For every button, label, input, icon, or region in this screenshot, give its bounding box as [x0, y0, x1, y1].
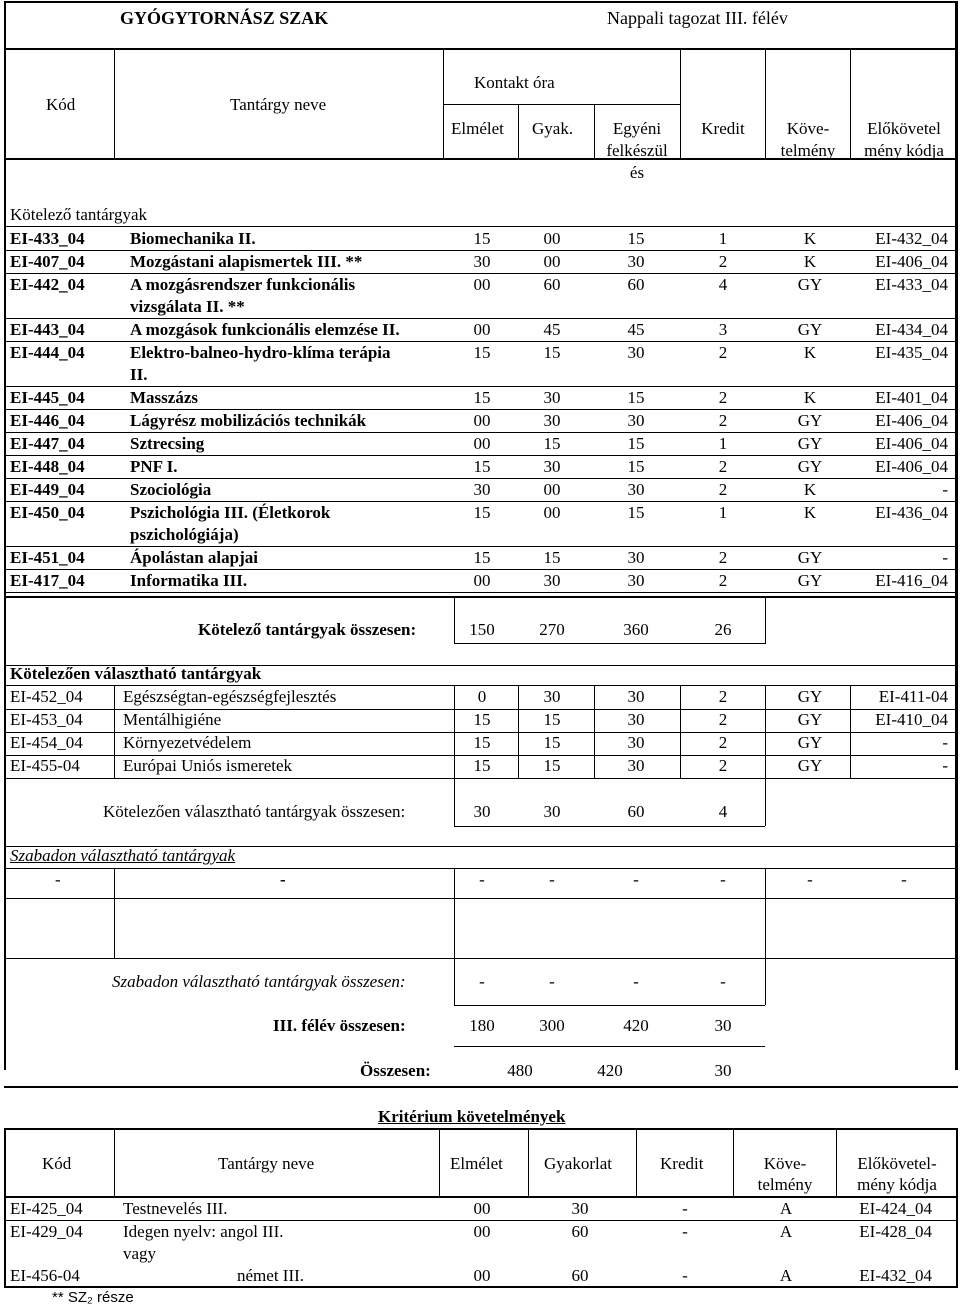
row-gyak: 15: [543, 756, 561, 775]
free-e: -: [479, 870, 485, 889]
row-code: EI-456-04: [10, 1266, 80, 1285]
row-kredit: 2: [718, 252, 728, 271]
free-total-label: Szabadon választható tantárgyak összesen:: [112, 972, 406, 991]
row-kov: K: [803, 388, 817, 407]
row-kredit: -: [682, 1222, 688, 1241]
free-kov: -: [807, 870, 813, 889]
row-kredit: 2: [718, 457, 728, 476]
semester-total-label: III. félév összesen:: [273, 1016, 406, 1035]
col-kredit: Kredit: [701, 119, 745, 138]
col-tantargy: Tantárgy neve: [230, 95, 327, 114]
row-egyeni: 30: [627, 687, 645, 706]
elective-total-label: Kötelezően választható tantárgyak összesen:: [103, 802, 406, 821]
row-kredit: 1: [718, 503, 728, 522]
free-code: -: [55, 870, 61, 889]
row-name: Pszichológia III. (Életkorok: [130, 503, 331, 522]
grand-total-b: 420: [597, 1061, 623, 1080]
row-elo: EI-433_04: [875, 275, 948, 294]
row-kredit: 2: [718, 687, 728, 706]
row-elmelet: 15: [473, 733, 491, 752]
row-elmelet: 00: [473, 1199, 491, 1218]
row-code: EI-442_04: [10, 275, 85, 294]
col-divider: [454, 685, 455, 778]
row-code: EI-443_04: [10, 320, 85, 339]
row-kov: GY: [797, 457, 823, 476]
row-name: Mentálhigiéne: [123, 710, 222, 729]
row-kredit: 2: [718, 388, 728, 407]
free-total-kr: -: [720, 972, 726, 991]
row-kov: GY: [797, 571, 823, 590]
row-kov: A: [779, 1199, 793, 1218]
row-name: Lágyrész mobilizációs technikák: [130, 411, 367, 430]
row-kov: GY: [797, 687, 823, 706]
grand-total-a: 480: [507, 1061, 533, 1080]
row-name: Elektro-balneo-hydro-klíma terápia: [130, 343, 391, 362]
row-elo: -: [942, 756, 948, 775]
row-name: Európai Uniós ismeretek: [123, 756, 293, 775]
row-kredit: 2: [718, 733, 728, 752]
row-kov: GY: [797, 548, 823, 567]
row-kredit: 2: [718, 411, 728, 430]
row-kredit: 2: [718, 480, 728, 499]
row-egyeni: 30: [627, 733, 645, 752]
row-code: EI-450_04: [10, 503, 85, 522]
row-kredit: 3: [718, 320, 728, 339]
row-kredit: 2: [718, 343, 728, 362]
elective-title: Kötelezően választható tantárgyak: [10, 664, 262, 683]
semester-total-gy: 300: [539, 1016, 565, 1035]
free-total-e: -: [479, 972, 485, 991]
page-title: GYÓGYTORNÁSZ SZAK: [120, 8, 329, 28]
row-elo: -: [942, 733, 948, 752]
row-code: EI-447_04: [10, 434, 85, 453]
row-gyak: 00: [543, 252, 561, 271]
mandatory-total-egy: 360: [623, 620, 649, 639]
row-code: EI-451_04: [10, 548, 85, 567]
mandatory-total-kr: 26: [714, 620, 732, 639]
row-divider: [4, 546, 958, 547]
row-divider: [4, 409, 958, 410]
row-elmelet: 15: [473, 229, 491, 248]
row-elo: EI-406_04: [875, 434, 948, 453]
col-kontakt: Kontakt óra: [474, 73, 555, 92]
free-name: -: [280, 870, 286, 889]
row-elo: EI-401_04: [875, 388, 948, 407]
free-elo: -: [901, 870, 907, 889]
row-egyeni: 30: [627, 756, 645, 775]
row-name: Testnevelés III.: [123, 1199, 228, 1218]
row-name: A mozgásrendszer funkcionális: [130, 275, 356, 294]
row-gyak: 30: [543, 411, 561, 430]
row-kov: K: [803, 480, 817, 499]
row-elmelet: 00: [473, 571, 491, 590]
row-divider: [4, 273, 958, 274]
free-egy: -: [633, 870, 639, 889]
row-name: Informatika III.: [130, 571, 248, 590]
col-elmelet: Elmélet: [451, 119, 504, 138]
row-gyak: 00: [543, 503, 561, 522]
row-elmelet: 15: [473, 503, 491, 522]
row-egyeni: 30: [627, 548, 645, 567]
row-gyak: 00: [543, 229, 561, 248]
row-divider: [4, 455, 958, 456]
row-egyeni: 45: [627, 320, 645, 339]
row-egyeni: 30: [627, 343, 645, 362]
row-kov: GY: [797, 275, 823, 294]
row-elmelet: 15: [473, 710, 491, 729]
row-code: EI-425_04: [10, 1199, 83, 1218]
row-kov: GY: [797, 756, 823, 775]
row-elo: -: [942, 480, 948, 499]
mandatory-total-label: Kötelező tantárgyak összesen:: [198, 620, 417, 639]
row-code: EI-452_04: [10, 687, 83, 706]
col-divider: [518, 685, 519, 778]
row-elmelet: 00: [473, 275, 491, 294]
row-divider: [4, 569, 958, 570]
row-divider: [4, 318, 958, 319]
row-gyak: 15: [543, 434, 561, 453]
col-divider: [680, 685, 681, 778]
row-egyeni: 15: [627, 503, 645, 522]
row-name: Mozgástani alapismertek III. **: [130, 252, 363, 271]
row-gyakorlat: 60: [571, 1222, 589, 1241]
col-elo-1: Előkövetel: [867, 119, 941, 138]
col-elo-2: mény kódja: [864, 141, 944, 160]
row-elo: EI-432_04: [859, 1266, 932, 1285]
row-divider: [4, 386, 958, 387]
row-gyak: 15: [543, 710, 561, 729]
row-gyak: 15: [543, 548, 561, 567]
row-name: PNF I.: [130, 457, 178, 476]
row-code: EI-446_04: [10, 411, 85, 430]
row-elo: EI-416_04: [875, 571, 948, 590]
row-elo: EI-406_04: [875, 411, 948, 430]
row-code: EI-448_04: [10, 457, 85, 476]
row-gyak: 00: [543, 480, 561, 499]
row-name-cont: pszichológiája): [130, 525, 239, 544]
row-code: EI-429_04: [10, 1222, 83, 1241]
col-divider: [114, 685, 115, 778]
row-kov: GY: [797, 434, 823, 453]
row-kov: GY: [797, 411, 823, 430]
crit-col-elmelet: Elmélet: [450, 1154, 503, 1173]
row-elmelet: 15: [473, 457, 491, 476]
elective-total-e: 30: [473, 802, 491, 821]
row-kov: K: [803, 343, 817, 362]
row-name: Szociológia: [130, 480, 212, 499]
row-egyeni: 30: [627, 480, 645, 499]
row-elo: EI-434_04: [875, 320, 948, 339]
row-egyeni: 30: [627, 411, 645, 430]
row-name: Idegen nyelv: angol III.: [123, 1222, 284, 1241]
row-elmelet: 0: [477, 687, 487, 706]
row-elo: EI-435_04: [875, 343, 948, 362]
row-divider: [4, 1220, 958, 1221]
row-elo: EI-406_04: [875, 252, 948, 271]
row-elmelet: 30: [473, 480, 491, 499]
row-kov: A: [779, 1266, 793, 1285]
row-elo: EI-406_04: [875, 457, 948, 476]
semester-total-e: 180: [469, 1016, 495, 1035]
row-kov: GY: [797, 710, 823, 729]
row-gyak: 30: [543, 571, 561, 590]
row-egyeni: 15: [627, 388, 645, 407]
elective-total-kr: 4: [718, 802, 728, 821]
row-gyak: 30: [543, 457, 561, 476]
row-elo: EI-411-04: [878, 687, 948, 706]
col-egyeni-1: Egyéni: [612, 119, 662, 138]
row-egyeni: 30: [627, 571, 645, 590]
row-elmelet: 15: [473, 388, 491, 407]
row-kov: GY: [797, 320, 823, 339]
row-elo: EI-432_04: [875, 229, 948, 248]
row-kredit: 2: [718, 710, 728, 729]
crit-col-gyakorlat: Gyakorlat: [544, 1154, 612, 1173]
row-code: EI-454_04: [10, 733, 83, 752]
row-elmelet: 00: [473, 320, 491, 339]
free-total-gy: -: [549, 972, 555, 991]
row-elmelet: 15: [473, 548, 491, 567]
row-egyeni: 30: [627, 710, 645, 729]
mandatory-total-e: 150: [469, 620, 495, 639]
row-name: német III.: [237, 1266, 305, 1285]
col-egyeni-2: felkészül: [606, 141, 668, 160]
row-name: A mozgások funkcionális elemzése II.: [130, 320, 400, 339]
row-divider: [4, 341, 958, 342]
semester-total-egy: 420: [623, 1016, 649, 1035]
row-kredit: 1: [718, 229, 728, 248]
crit-col-elo-2: mény kódja: [857, 1175, 937, 1194]
grand-total-c: 30: [714, 1061, 732, 1080]
row-egyeni: 15: [627, 457, 645, 476]
grand-total-label: Összesen:: [360, 1061, 431, 1080]
row-elo: EI-436_04: [875, 503, 948, 522]
row-name-cont: II.: [130, 365, 148, 384]
mandatory-title: Kötelező tantárgyak: [10, 205, 148, 224]
row-code: EI-444_04: [10, 343, 85, 362]
col-divider: [765, 685, 766, 778]
mandatory-total-gy: 270: [539, 620, 565, 639]
row-elo: EI-424_04: [859, 1199, 932, 1218]
row-name: Biomechanika II.: [130, 229, 256, 248]
row-gyak: 15: [543, 343, 561, 362]
row-kov: K: [803, 229, 817, 248]
row-gyak: 15: [543, 733, 561, 752]
row-elmelet: 15: [473, 343, 491, 362]
col-egyeni-3: és: [629, 163, 645, 182]
row-name: Masszázs: [130, 388, 198, 407]
row-code: EI-407_04: [10, 252, 85, 271]
row-code: EI-433_04: [10, 229, 85, 248]
row-code: EI-449_04: [10, 480, 85, 499]
row-divider: [4, 478, 958, 479]
col-kov-1: Köve-: [786, 119, 830, 138]
free-gy: -: [549, 870, 555, 889]
row-name: Egészségtan-egészségfejlesztés: [123, 687, 337, 706]
free-title: Szabadon választható tantárgyak: [10, 846, 236, 865]
footnote: ** SZ₂ része: [52, 1289, 134, 1306]
row-elmelet: 30: [473, 252, 491, 271]
col-kod: Kód: [46, 95, 76, 114]
row-kov: A: [779, 1222, 793, 1241]
row-code: EI-417_04: [10, 571, 85, 590]
free-kr: -: [720, 870, 726, 889]
row-kredit: -: [682, 1266, 688, 1285]
col-divider: [594, 685, 595, 778]
crit-col-elo-1: Előkövetel-: [857, 1154, 937, 1173]
row-divider: [4, 250, 958, 251]
row-elo: EI-410_04: [875, 710, 948, 729]
row-kov: K: [803, 252, 817, 271]
criteria-title: Kritérium követelmények: [378, 1107, 566, 1126]
row-egyeni: 15: [627, 434, 645, 453]
row-elmelet: 00: [473, 1222, 491, 1241]
col-divider: [850, 685, 851, 778]
row-elo: EI-428_04: [859, 1222, 932, 1241]
elective-total-egy: 60: [627, 802, 645, 821]
row-elo: -: [942, 548, 948, 567]
row-egyeni: 30: [627, 252, 645, 271]
elective-total-gy: 30: [543, 802, 561, 821]
crit-col-tantargy: Tantárgy neve: [218, 1154, 315, 1173]
crit-col-kod: Kód: [42, 1154, 72, 1173]
row-kredit: 2: [718, 571, 728, 590]
row-kredit: 2: [718, 548, 728, 567]
crit-col-kov-2: telmény: [757, 1175, 813, 1194]
row-divider: [4, 432, 958, 433]
row-name-cont: vizsgálata II. **: [130, 297, 245, 316]
row-kov: GY: [797, 733, 823, 752]
row-elmelet: 15: [473, 756, 491, 775]
row-kov: K: [803, 503, 817, 522]
row-gyak: 45: [543, 320, 561, 339]
row-divider: [4, 501, 958, 502]
row-egyeni: 15: [627, 229, 645, 248]
row-elmelet: 00: [473, 434, 491, 453]
row-elmelet: 00: [473, 411, 491, 430]
row-gyakorlat: 60: [571, 1266, 589, 1285]
row-gyakorlat: 30: [571, 1199, 589, 1218]
free-total-egy: -: [633, 972, 639, 991]
row-elmelet: 00: [473, 1266, 491, 1285]
row-code: EI-445_04: [10, 388, 85, 407]
row-kredit: 1: [718, 434, 728, 453]
col-gyak: Gyak.: [532, 119, 574, 138]
row-kredit: 4: [718, 275, 728, 294]
semester-label: Nappali tagozat III. félév: [607, 8, 788, 28]
row-gyak: 30: [543, 388, 561, 407]
crit-col-kov-1: Köve-: [763, 1154, 807, 1173]
row-gyak: 60: [543, 275, 561, 294]
semester-total-kr: 30: [714, 1016, 732, 1035]
row-kredit: -: [682, 1199, 688, 1218]
row-name: Környezetvédelem: [123, 733, 252, 752]
row-gyak: 30: [543, 687, 561, 706]
row-egyeni: 60: [627, 275, 645, 294]
row-code: EI-455-04: [10, 756, 80, 775]
col-kov-2: telmény: [780, 141, 836, 160]
row-code: EI-453_04: [10, 710, 83, 729]
row-name: Sztrecsing: [130, 434, 205, 453]
row-name-cont: vagy: [123, 1244, 157, 1263]
row-divider: [4, 592, 958, 593]
row-name: Ápolástan alapjai: [130, 548, 258, 567]
row-kredit: 2: [718, 756, 728, 775]
crit-col-kredit: Kredit: [660, 1154, 704, 1173]
